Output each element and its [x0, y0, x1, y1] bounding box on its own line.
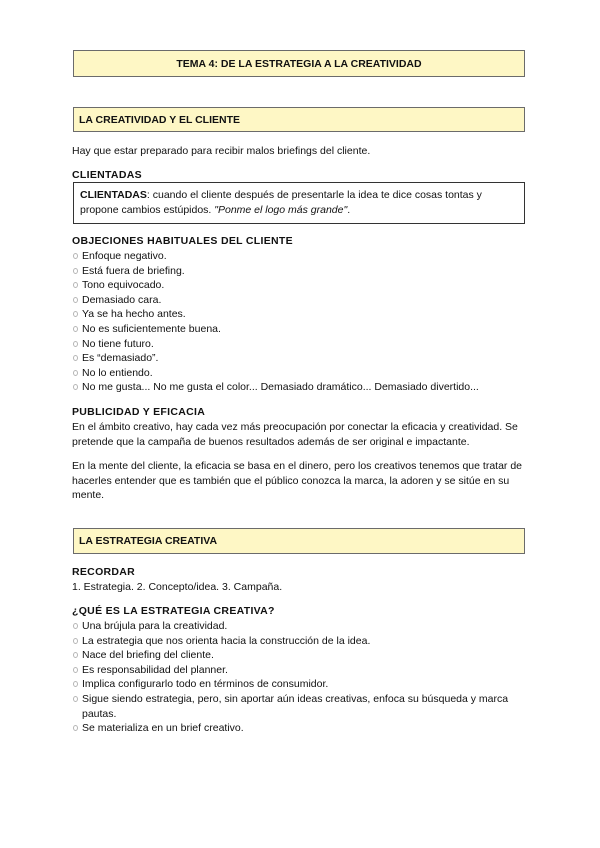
section-heading-creatividad	[73, 107, 525, 132]
bullet-icon	[73, 696, 78, 702]
list-item-text: Es “demasiado”.	[82, 352, 159, 365]
list-item-text: Nace del briefing del cliente.	[82, 649, 214, 662]
bullet-icon	[73, 253, 78, 259]
list-item-text: Enfoque negativo.	[82, 250, 167, 262]
list-item	[72, 721, 532, 736]
list-item-text: Tono equivocado.	[82, 279, 165, 292]
list-item	[72, 264, 532, 279]
list-item	[72, 249, 532, 264]
list-item	[72, 380, 532, 395]
section-heading-text: LA CREATIVIDAD Y EL CLIENTE	[79, 113, 241, 126]
bullet-icon	[73, 326, 78, 332]
publicidad-paragraph-1	[72, 420, 532, 449]
bullet-icon	[73, 370, 78, 376]
recordar-heading: RECORDAR	[72, 566, 136, 578]
publicidad-text-2: En la mente del cliente, la eficacia se basa en el dinero, pero los creativos tenemos que tratar de hacerles entender que es también que el público conozca la marca, la adoren y se sitúe en su mente.	[72, 460, 523, 502]
list-item	[72, 337, 532, 352]
clientadas-heading: CLIENTADAS	[72, 169, 142, 181]
objections-heading: OBJECIONES HABITUALES DEL CLIENTE	[72, 235, 293, 247]
list-item	[72, 648, 532, 663]
bullet-icon	[73, 268, 78, 274]
list-item-text: No lo entiendo.	[82, 366, 153, 379]
document-title-box	[73, 50, 525, 77]
list-item-text: La estrategia que nos orienta hacia la construcción de la idea.	[82, 634, 371, 647]
list-item-text: Es responsabilidad del planner.	[82, 663, 228, 676]
list-item	[72, 634, 532, 649]
bullet-icon	[73, 311, 78, 317]
publicidad-heading: PUBLICIDAD Y EFICACIA	[72, 406, 206, 418]
bullet-icon	[73, 652, 78, 658]
objections-list-wrap	[72, 249, 532, 395]
list-item-text: Está fuera de briefing.	[82, 264, 185, 277]
bullet-icon	[73, 384, 78, 390]
bullet-icon	[73, 341, 78, 347]
bullet-icon	[73, 282, 78, 288]
list-item-text: No me gusta... No me gusta el color... Demasiado dramático... Demasiado divertido...	[82, 381, 479, 394]
bullet-icon	[73, 297, 78, 303]
publicidad-text-1: En el ámbito creativo, hay cada vez más preocupación por conectar la eficacia y creatividad. Se pretende que la campaña de buenos resultados además de ser original e impactante.	[72, 421, 518, 448]
list-item	[72, 278, 532, 293]
document-title: TEMA 4: DE LA ESTRATEGIA A LA CREATIVIDAD	[176, 57, 422, 70]
list-item-text: No es suficientemente buena.	[82, 322, 221, 335]
intro-paragraph	[72, 144, 532, 159]
list-item-text: Demasiado cara.	[82, 293, 162, 306]
list-item-text: Implica configurarlo todo en términos de consumidor.	[82, 678, 329, 691]
list-item	[72, 366, 532, 381]
bullet-icon	[73, 725, 78, 731]
bullet-icon	[73, 355, 78, 361]
bullet-icon	[73, 681, 78, 687]
definition-quote: "Ponme el logo más grande"	[214, 204, 348, 216]
recordar-paragraph	[72, 580, 532, 595]
list-item	[72, 663, 532, 678]
que-es-list	[72, 619, 532, 736]
list-item-text: No tiene futuro.	[82, 337, 154, 350]
list-item-text: Una brújula para la creatividad.	[82, 620, 228, 632]
definition-text: : cuando el cliente después de presentarle la idea te dice cosas tontas y propone cambios estúpidos.	[80, 189, 482, 216]
list-item	[72, 692, 532, 721]
bullet-icon	[73, 623, 78, 629]
list-item-text: Se materializa en un brief creativo.	[82, 722, 244, 735]
list-item	[72, 322, 532, 337]
list-item	[72, 351, 532, 366]
que-es-heading: ¿QUÉ ES LA ESTRATEGIA CREATIVA?	[72, 605, 275, 617]
definition-end: .	[347, 204, 351, 216]
publicidad-paragraph-2	[72, 459, 532, 503]
list-item	[72, 619, 532, 634]
list-item	[72, 293, 532, 308]
list-item-text: Sigue siendo estrategia, pero, sin aportar aún ideas creativas, enfoca su búsqueda y marca pautas.	[82, 692, 509, 720]
list-item	[72, 307, 532, 322]
section-heading-text: LA ESTRATEGIA CREATIVA	[79, 535, 218, 547]
intro-text: Hay que estar preparado para recibir malos briefings del cliente.	[72, 145, 371, 157]
section-heading-estrategia	[73, 528, 525, 554]
list-item	[72, 677, 532, 692]
bullet-icon	[73, 638, 78, 644]
objections-list	[72, 249, 532, 395]
list-item-text: Ya se ha hecho antes.	[82, 308, 186, 321]
recordar-text: 1. Estrategia. 2. Concepto/idea. 3. Campaña.	[72, 581, 283, 593]
bullet-icon	[73, 667, 78, 673]
clientadas-definition-box	[73, 182, 525, 224]
definition-term: CLIENTADAS	[80, 189, 147, 201]
que-es-list-wrap	[72, 619, 532, 736]
